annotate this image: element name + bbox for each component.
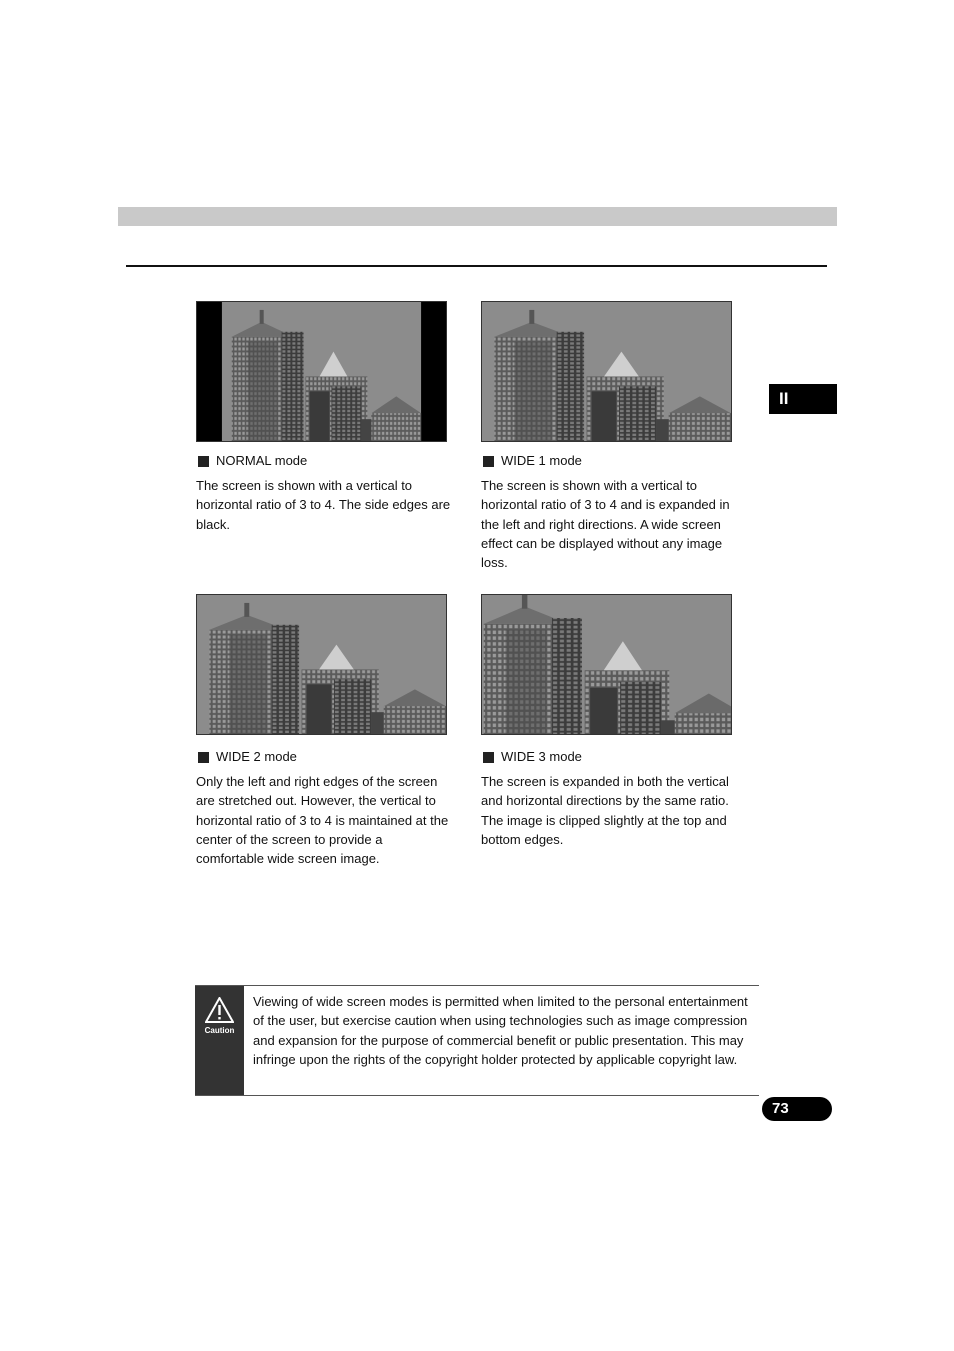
wide1-mode-image <box>481 301 732 442</box>
header-bar <box>118 207 837 226</box>
caution-text: Viewing of wide screen modes is permitted when limited to the personal entertainment of the user, but exercise caution when using technologies such as image compression and expansion for the purpose of commercial benefit or public presentation. This may infringe upon the rights of the copyright holder protected by applicable copyright law. <box>253 994 748 1067</box>
wide3-mode-image <box>481 594 732 735</box>
caution-label: Caution <box>204 1026 235 1035</box>
wide2-mode-description: Only the left and right edges of the screen are stretched out. However, the vertical to horizontal ratio of 3 to 4 is maintained at the center of the screen to provide a comfortable wide screen image. <box>196 774 449 867</box>
bullet-square-icon <box>198 752 209 763</box>
wide2-mode-caption: WIDE 2 mode <box>198 749 297 765</box>
caution-icon-panel <box>195 986 244 1095</box>
normal-mode-caption: NORMAL mode <box>198 453 307 469</box>
normal-mode-description: The screen is shown with a vertical to horizontal ratio of 3 to 4. The side edges are black. <box>196 478 451 532</box>
caution-box <box>195 985 759 1096</box>
wide1-mode-caption: WIDE 1 mode <box>483 453 582 469</box>
bullet-square-icon <box>483 456 494 467</box>
normal-mode-image <box>196 301 447 442</box>
wide1-mode-description: The screen is shown with a vertical to horizontal ratio of 3 to 4 and is expanded in the left and right directions. A wide screen effect can be displayed without any image loss. <box>481 478 730 571</box>
page-number: 73 <box>762 1097 832 1121</box>
section-tab: II <box>769 384 837 414</box>
wide3-mode-caption: WIDE 3 mode <box>483 749 582 765</box>
header-rule <box>126 265 827 267</box>
warning-icon <box>205 997 234 1023</box>
bullet-square-icon <box>198 456 209 467</box>
bullet-square-icon <box>483 752 494 763</box>
wide3-mode-description: The screen is expanded in both the vertical and horizontal directions by the same ratio. The image is clipped slightly at the top and bottom edges. <box>481 774 729 847</box>
wide2-mode-image <box>196 594 447 735</box>
